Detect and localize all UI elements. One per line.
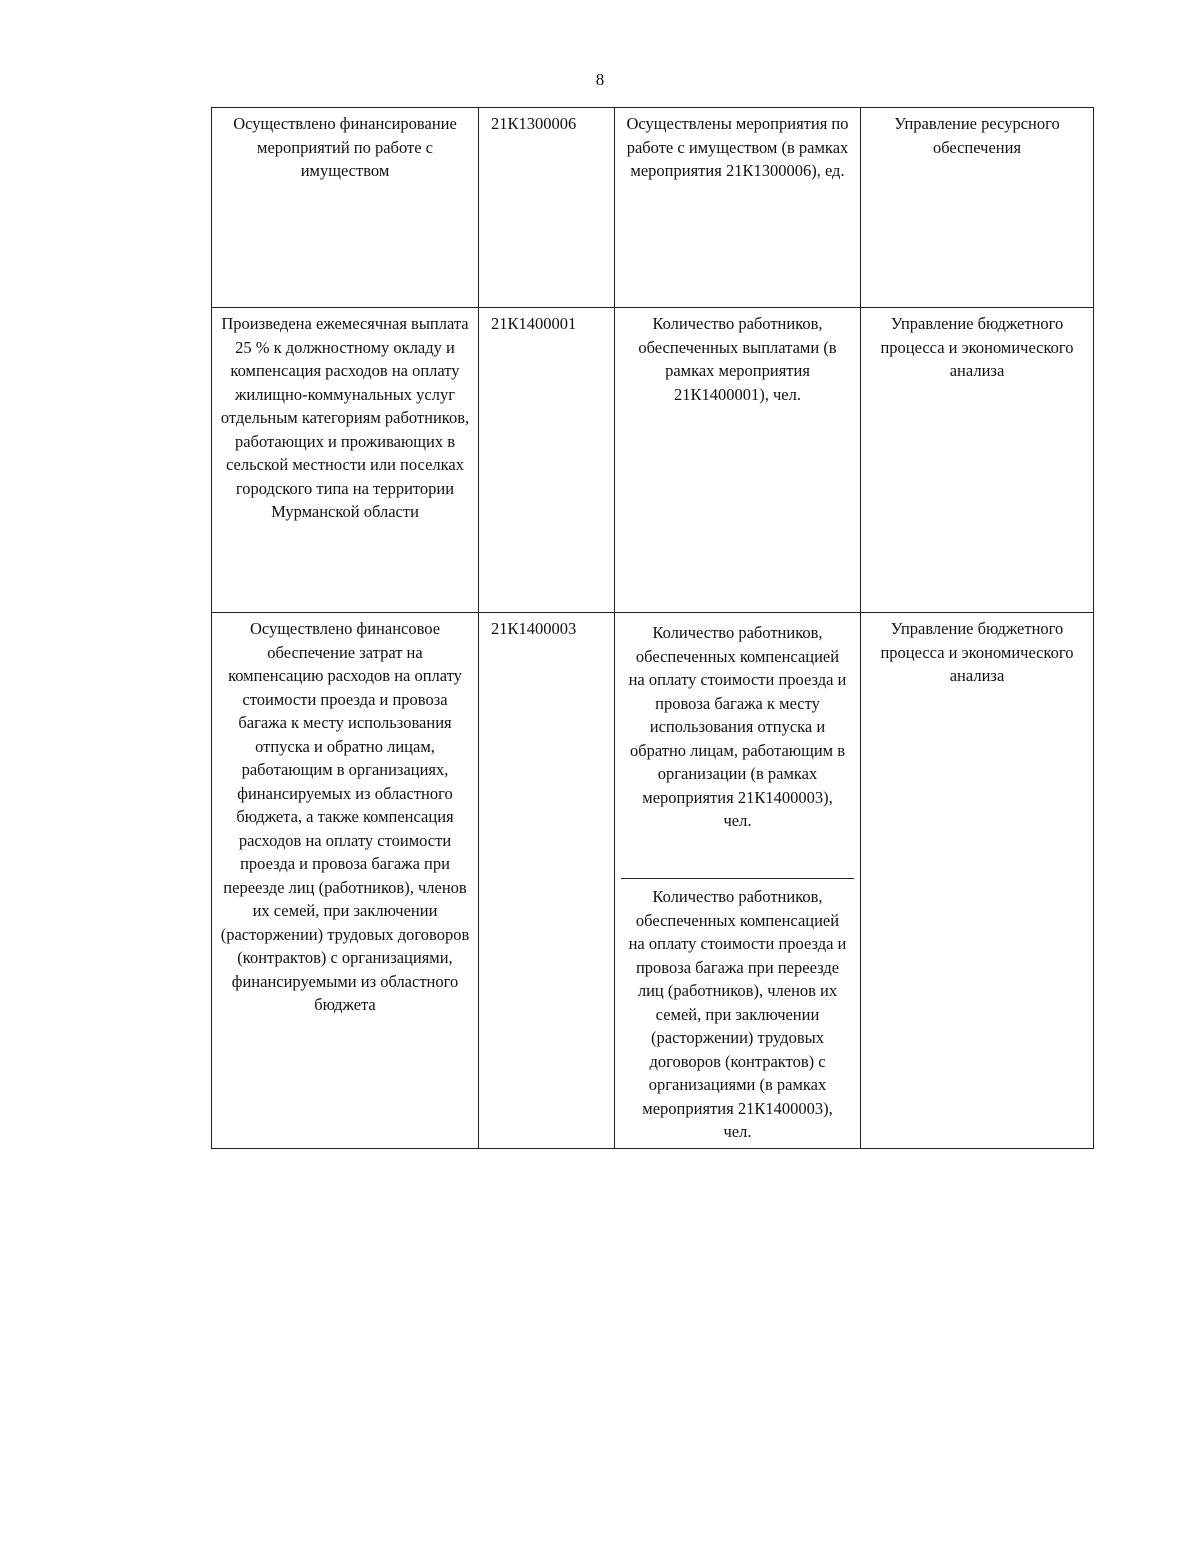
responsible-cell: Управление бюджетного процесса и экономического анализа <box>861 613 1094 1149</box>
indicator-cell: Осуществлены мероприятия по работе с имуществом (в рамках мероприятия 21К1300006), ед. <box>615 108 861 308</box>
table-row <box>212 108 1094 308</box>
indicator-item: Количество работников, обеспеченных компенсацией на оплату стоимости проезда и провоза багажа при переезде лиц (работников), членов их семей, при заключении (расторжении) трудовых договоров (контрактов) с организациями (в рамках мероприятия 21К1400003), чел. <box>628 887 847 1141</box>
result-cell: Осуществлено финансовое обеспечение затрат на компенсацию расходов на оплату стоимости проезда и провоза багажа к месту использования отпуска и обратно лицам, работающим в организациях, финансируемых из областного бюджета, а также компенсация расходов на оплату стоимости проезда и провоза багажа при переезде лиц (работников), членов их семей, при заключении (расторжении) трудовых договоров (контрактов) с организациями, финансируемыми из областного бюджета <box>212 613 479 1149</box>
indicator-cell <box>615 613 861 1149</box>
code-cell: 21К1400003 <box>479 613 615 1149</box>
code-cell: 21К1300006 <box>479 108 615 308</box>
page-number: 8 <box>595 70 605 89</box>
responsible-cell: Управление бюджетного процесса и экономического анализа <box>861 308 1094 613</box>
table-row <box>212 308 1094 613</box>
indicator-cell: Количество работников, обеспеченных выплатами (в рамках мероприятия 21К1400001), чел. <box>615 308 861 613</box>
responsible-cell: Управление ресурсного обеспечения <box>861 108 1094 308</box>
indicator-item: Количество работников, обеспеченных компенсацией на оплату стоимости проезда и провоза багажа к месту использования отпуска и обратно лицам, работающим в организации (в рамках мероприятия 21К1400003), чел. <box>621 617 854 879</box>
code-cell: 21К1400001 <box>479 308 615 613</box>
result-cell: Осуществлено финансирование мероприятий по работе с имуществом <box>212 108 479 308</box>
table-row <box>212 613 1094 1149</box>
result-cell: Произведена ежемесячная выплата 25 % к должностному окладу и компенсация расходов на оплату жилищно-коммунальных услуг отдельным категориям работников, работающих и проживающих в сельской местности или поселках городского типа на территории Мурманской области <box>212 308 479 613</box>
program-results-table <box>211 107 1094 1149</box>
